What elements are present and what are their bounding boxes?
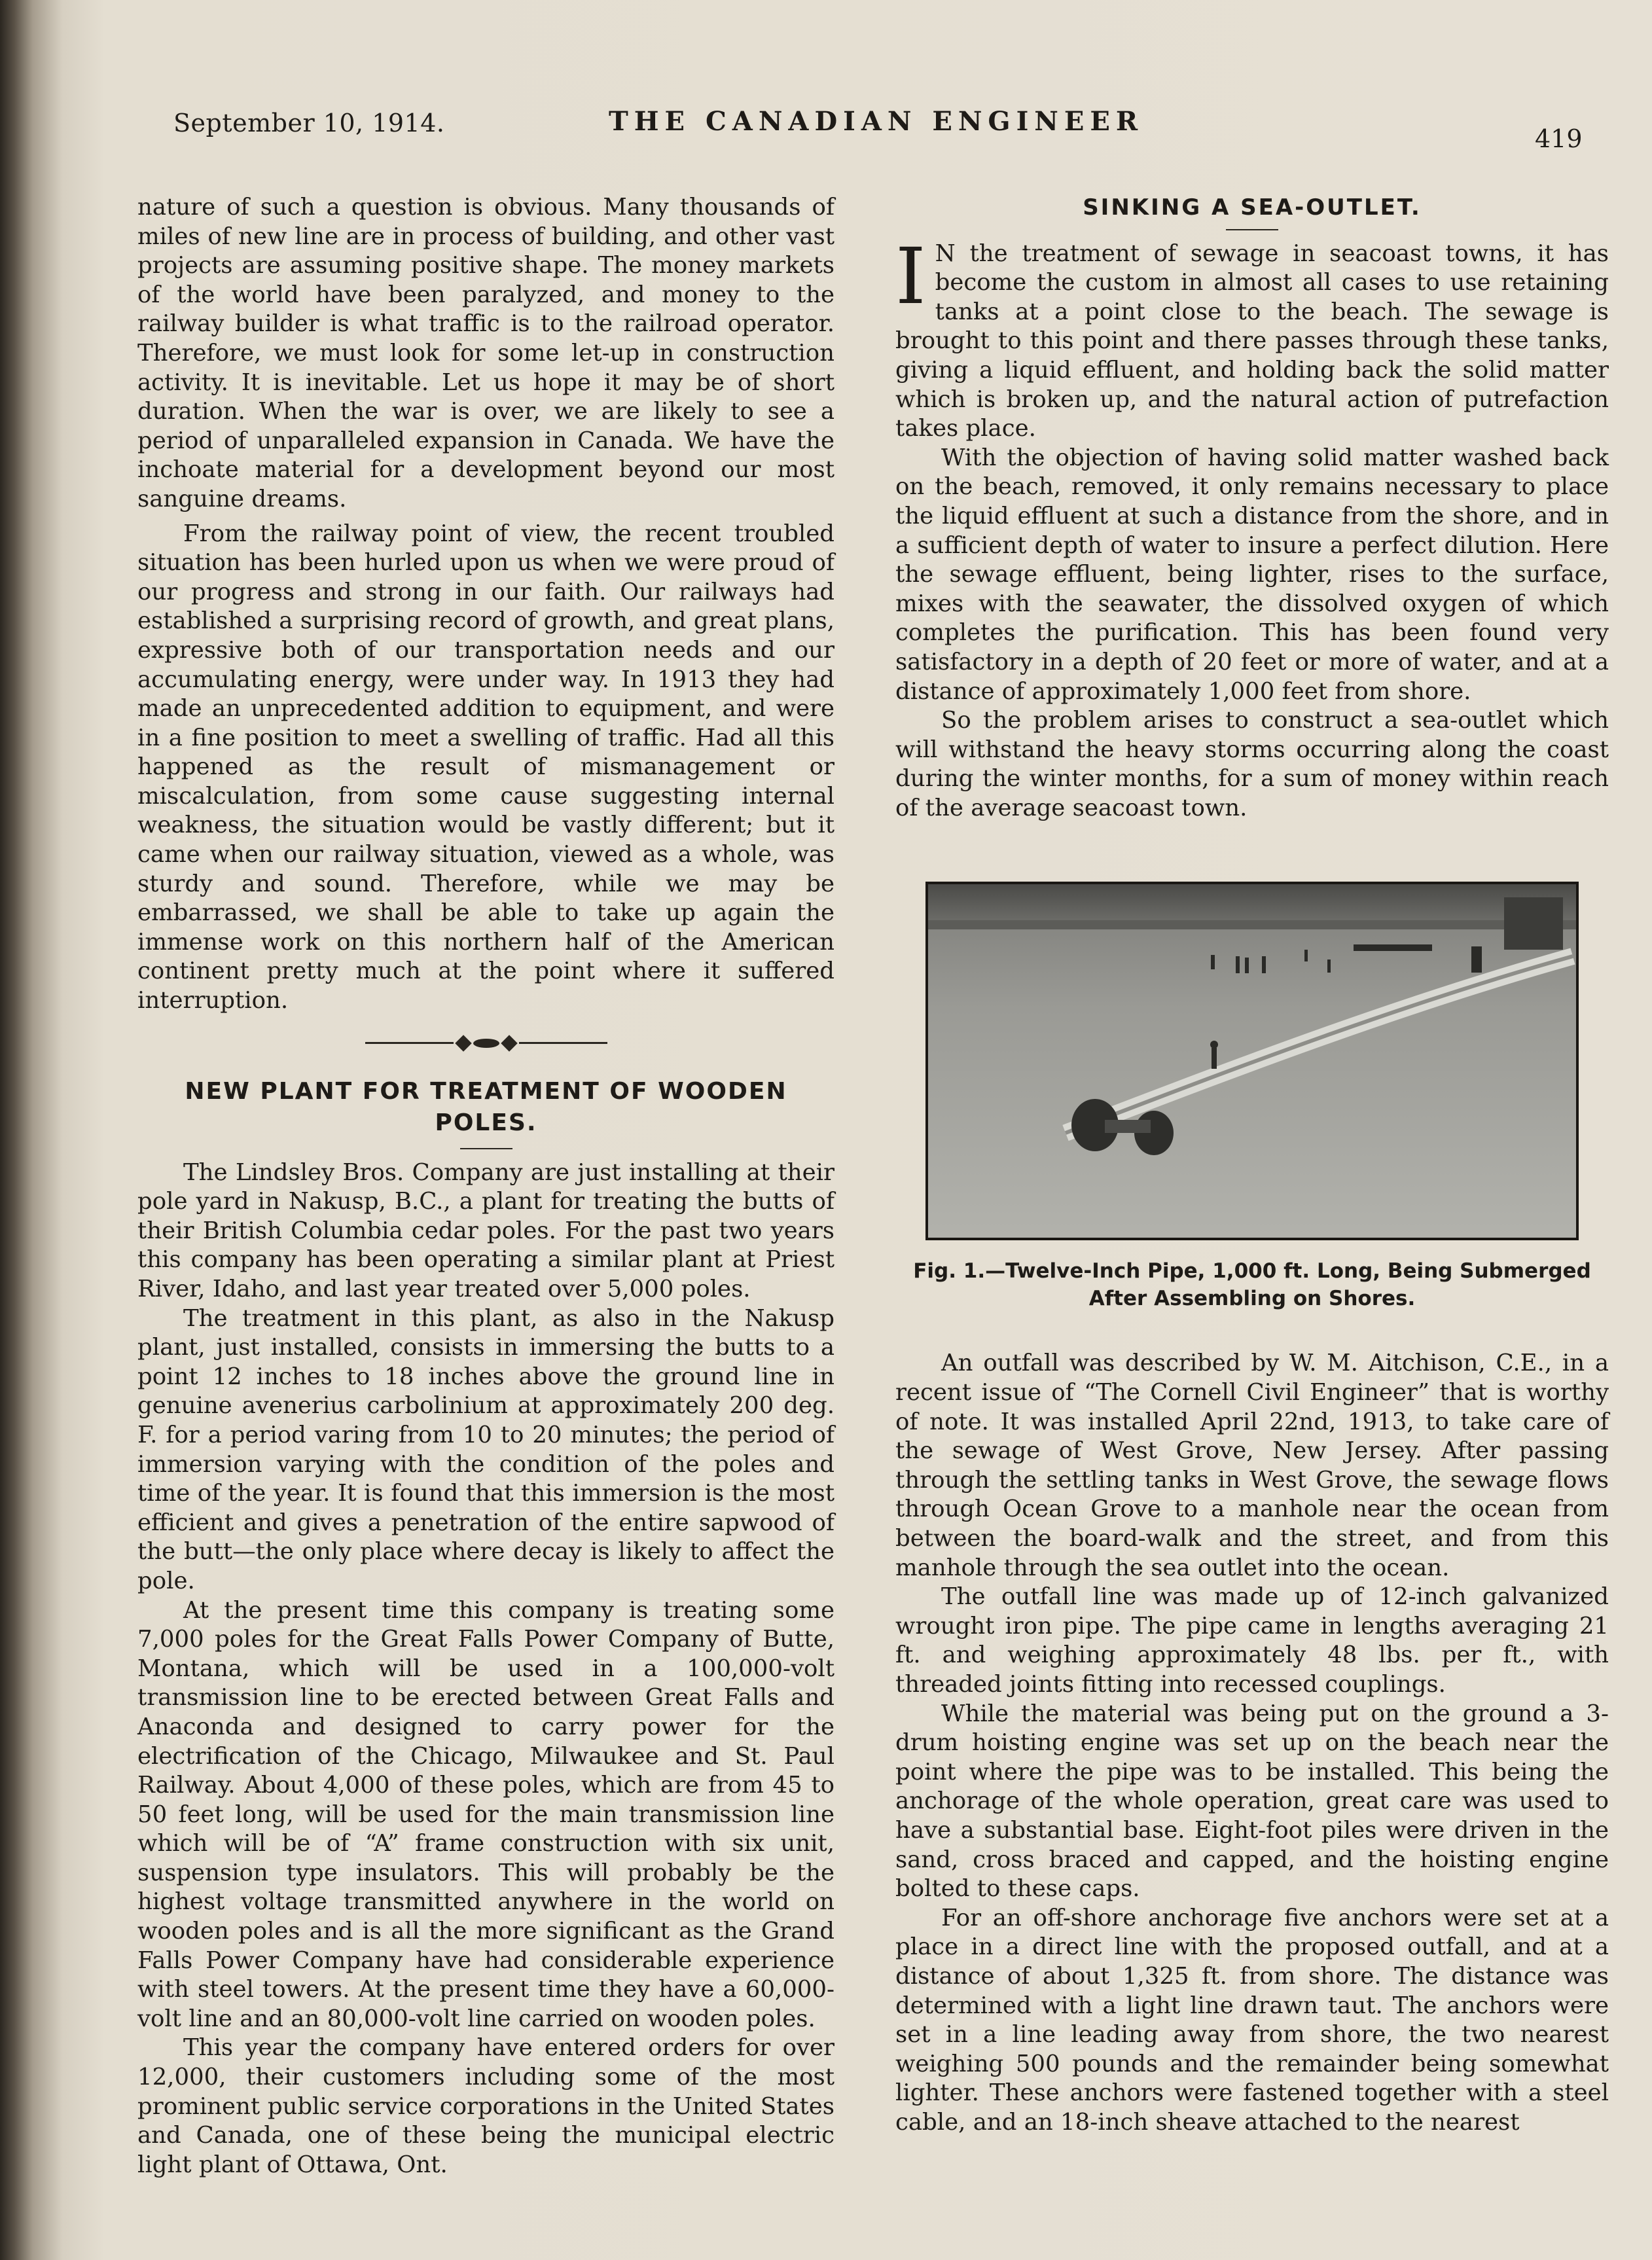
article-title-sea-outlet: SINKING A SEA-OUTLET. — [1083, 194, 1422, 221]
paragraph: So the problem arises to construct a sea-outlet which will withstand the heavy storms occurring along the coast during the winter months, for a sum of money within reach of the average seacoast town. — [895, 707, 1609, 821]
paragraph: The treatment in this plant, as also in the Nakusp plant, just installed, consists in immersing the butts to a point 12 inches to 18 inches above the ground line in genuine avenerius carbolinium at approximately 200 deg. F. for a period varing from 10 to 20 minutes; the period of immersion varying with the condition of the poles and time of the year. It is found that this immersion is the most efficient and gives a penetration of the entire sapwood of the butt—the only place where decay is likely to affect the pole. — [137, 1304, 835, 1594]
paragraph: With the objection of having solid matter washed back on the beach, removed, it only remains necessary to place the liquid effluent at such a distance from the shore, and in a sufficient depth of water to insure a perfect dilution. Here the sewage effluent, being lighter, rises to the surface, mixes with the seawater, the dissolved oxygen of which completes the purification. This has been found very satisfactory in a depth of 20 feet or more of water, and at a distance of approximately 1,000 feet from shore. — [895, 444, 1609, 705]
paragraph: The Lindsley Bros. Company are just installing at their pole yard in Nakusp, B.C., a plant for treating the butts of their British Columbia cedar poles. For the past two years this company has been operating a similar plant at Priest River, Idaho, and last year treated over 5,000 poles. — [137, 1158, 835, 1302]
paragraph: The outfall line was made up of 12-inch galvanized wrought iron pipe. The pipe came in lengths averaging 21 ft. and weighing approximately 48 lbs. per ft., with threaded joints fitting into recessed couplings. — [895, 1583, 1609, 1698]
page-number: 419 — [1535, 124, 1583, 153]
paragraph: nature of such a question is obvious. Many thousands of miles of new line are in process of building, and other vast projects are assuming positive shape. The money markets of the world have been paralyzed, and money to the railway builder is what traffic is to the railroad operator. Therefore, we must look for some let-up in construction activity. It is inevitable. Let us hope it may be of short duration. When the war is over, we are likely to see a period of unparalleled expansion in Canada. We have the inchoate material for a development beyond our most sanguine dreams. — [137, 194, 835, 512]
left-column — [137, 193, 835, 2179]
lead-paragraph — [895, 230, 1609, 444]
paragraph: This year the company have entered orders for over 12,000, their customers including some of the most prominent public service corporations in the United States and Canada, one of these being the municipal electric light plant of Ottawa, Ont. — [137, 2034, 835, 2178]
paragraph: An outfall was described by W. M. Aitchison, C.E., in a recent issue of “The Cornell Civil Engineer” that is worthy of note. It was installed April 22nd, 1913, to take care of the sewage of West Grove, New Jersey. After passing through the settling tanks in West Grove, the sewage flows through Ocean Grove to a manhole near the ocean from between the board-walk and the street, and from this manhole through the sea outlet into the ocean. — [895, 1350, 1609, 1581]
paragraph: From the railway point of view, the recent troubled situation has been hurled upon us when we were proud of our progress and strong in our faith. Our railways had established a surprising record of growth, and great plans, expressive both of our transportation needs and our accumulating energy, were under way. In 1913 they had made an unprecedented addition to equipment, and were in a fine position to meet a swelling of traffic. Had all this happened as the result of mismanagement or miscalculation, from some cause suggesting internal weakness, the situation would be vastly different; but it came when our railway situation, viewed as a whole, was sturdy and sound. Therefore, while we may be embarrassed, we shall be able to take up again the immense work on this northern half of the American continent pretty much at the point where it suffered interruption. — [137, 520, 835, 1014]
article-title-wooden-poles: NEW PLANT FOR TREATMENT OF WOODEN POLES. — [185, 1077, 787, 1136]
figure-caption: Fig. 1.—Twelve-Inch Pipe, 1,000 ft. Long, Being Submerged After Assembling on Shores. — [913, 1259, 1591, 1311]
paragraph: While the material was being put on the ground a 3-drum hoisting engine was set up on the beach near the point where the pipe was to be installed. This being the anchorage of the whole operation, great care was used to have a substantial base. Eight-foot piles were driven in the sand, cross braced and capped, and the hoisting engine bolted to these caps. — [895, 1700, 1609, 1903]
pipe-photo-illustration — [928, 884, 1576, 1238]
title-rule — [1226, 229, 1278, 230]
right-column — [895, 193, 1609, 2138]
journal-title: THE CANADIAN ENGINEER — [609, 106, 1144, 137]
paragraph: At the present time this company is treating some 7,000 poles for the Great Falls Power Company of Butte, Montana, which will be used in a 100,000-volt transmission line to be erected between Great Falls and Anaconda and designed to carry power for the electrification of the Chicago, Milwaukee and St. Paul Railway. About 4,000 of these poles, which are from 45 to 50 feet long, will be used for the main transmission line which will be of “A” frame construction with six unit, suspension type insulators. This will probably be the highest voltage transmitted anywhere in the world on wooden poles and is all the more significant as the Grand Falls Power Company have had considerable experience with steel towers. At the present time they have a 60,000-volt line and an 80,000-volt line carried on wooden poles. — [137, 1596, 835, 2032]
figure-photo-pipe-submerged — [925, 882, 1579, 1240]
title-rule — [460, 1148, 512, 1149]
section-divider-ornament — [137, 1037, 835, 1050]
drop-cap: I — [895, 230, 926, 321]
lead-paragraph-text: N the treatment of sewage in seacoast towns, it has become the custom in almost all cases to use retaining tanks at a point close to the beach. The sewage is brought to this point and there passes through these tanks, giving a liquid effluent, and holding back the solid matter which is broken up, and the natural action of putrefaction takes place. — [895, 240, 1609, 442]
paragraph: For an off-shore anchorage five anchors were set at a place in a direct line with the proposed outfall, and at a distance of about 1,325 ft. from shore. The distance was determined with a light line drawn taut. The anchors were set in a line leading away from shore, the two nearest weighing 500 pounds and the remainder being somewhat lighter. These anchors were fastened together with a steel cable, and an 18-inch sheave attached to the nearest — [895, 1904, 1609, 2136]
running-header — [0, 105, 1652, 157]
issue-date: September 10, 1914. — [173, 109, 445, 137]
